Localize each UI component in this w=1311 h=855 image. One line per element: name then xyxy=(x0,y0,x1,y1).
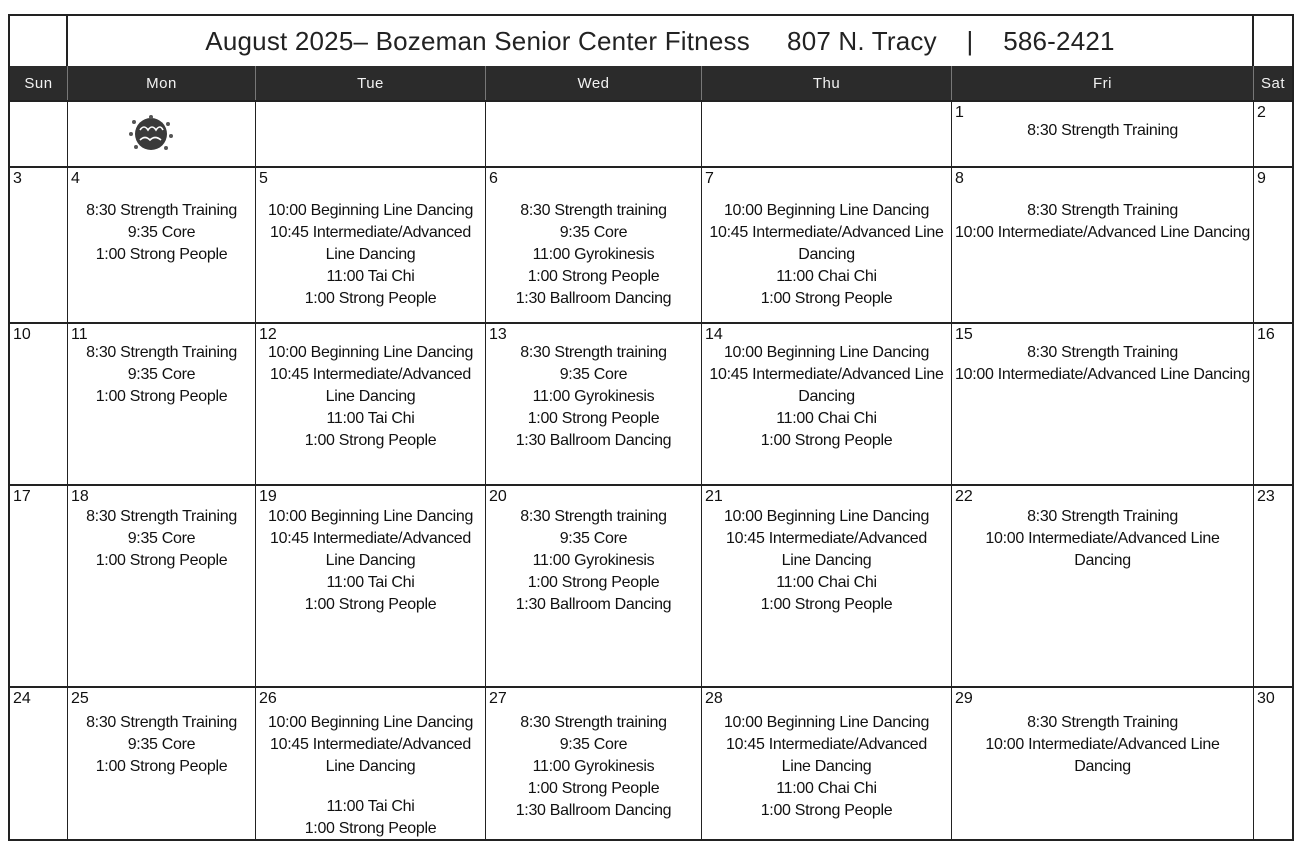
page-title xyxy=(70,16,1250,66)
day-number: 7 xyxy=(705,170,714,187)
day-number: 25 xyxy=(71,690,89,707)
event-item: 11:00 Tai Chi xyxy=(326,268,415,285)
event-item: 10:00 Beginning Line Dancing xyxy=(723,202,930,219)
day-cell xyxy=(702,486,952,686)
event-list xyxy=(70,342,253,408)
event-item: 8:30 Strength Training xyxy=(1027,714,1178,731)
day-cell xyxy=(486,486,702,686)
day-number: 29 xyxy=(955,690,973,707)
weekday-header-row xyxy=(10,66,1292,100)
title-row xyxy=(10,16,1292,66)
event-item: 10:00 Beginning Line Dancing xyxy=(723,508,930,525)
day-cell xyxy=(10,324,68,484)
day-number: 14 xyxy=(705,326,723,343)
event-item: 1:00 Strong People xyxy=(95,246,228,263)
event-item: 1:30 Ballroom Dancing xyxy=(515,432,672,449)
event-item: 11:00 Tai Chi xyxy=(326,410,415,427)
event-item: 1:00 Strong People xyxy=(304,432,437,449)
hello-august-logo xyxy=(128,114,174,154)
event-list xyxy=(258,712,483,840)
day-number: 11 xyxy=(71,326,88,343)
day-number: 20 xyxy=(489,488,507,505)
day-number: 2 xyxy=(1257,104,1266,121)
event-item: 10:00 Beginning Line Dancing xyxy=(723,714,930,731)
weekday-header-sat: Sat xyxy=(1260,74,1285,92)
day-number: 19 xyxy=(259,488,277,505)
day-cell xyxy=(1254,486,1292,686)
event-item: 1:00 Strong People xyxy=(304,820,437,837)
day-cell xyxy=(952,102,1254,166)
day-number: 24 xyxy=(13,690,31,707)
event-list xyxy=(258,342,483,452)
day-cell xyxy=(702,688,952,841)
day-cell xyxy=(702,102,952,166)
event-item: 11:00 Chai Chi xyxy=(776,410,877,427)
calendar-week-row xyxy=(10,686,1292,841)
event-item: 1:00 Strong People xyxy=(760,432,893,449)
calendar-week-row xyxy=(10,484,1292,686)
event-list xyxy=(704,342,949,452)
event-item: Dancing xyxy=(798,388,855,405)
weekday-header-thu: Thu xyxy=(702,66,952,100)
calendar-week-row xyxy=(10,100,1292,166)
event-item: 1:00 Strong People xyxy=(760,290,893,307)
event-item: 9:35 Core xyxy=(127,366,196,383)
event-item: 1:00 Strong People xyxy=(527,780,660,797)
weekday-header-sun: Sun xyxy=(10,66,68,100)
event-list xyxy=(704,200,949,310)
title-separator: | xyxy=(966,25,974,56)
event-item: 9:35 Core xyxy=(127,224,196,241)
event-item: 10:45 Intermediate/Advanced xyxy=(270,736,471,753)
event-item: 11:00 Chai Chi xyxy=(776,574,877,591)
event-list xyxy=(70,506,253,572)
event-item: Line Dancing xyxy=(781,552,872,569)
event-item: 1:00 Strong People xyxy=(95,388,228,405)
event-item: 9:35 Core xyxy=(559,366,628,383)
day-cell xyxy=(256,688,486,841)
event-item: 8:30 Strength Training xyxy=(86,714,237,731)
event-item: 8:30 Strength Training xyxy=(86,508,237,525)
event-list xyxy=(70,712,253,778)
event-item: 10:00 Intermediate/Advanced Line xyxy=(985,530,1220,547)
event-item: 8:30 Strength Training xyxy=(86,344,237,361)
title-main: August 2025– Bozeman Senior Center Fitness xyxy=(205,25,750,56)
day-number: 5 xyxy=(259,170,268,187)
event-item: 10:00 Intermediate/Advanced Line xyxy=(985,736,1220,753)
event-item: 9:35 Core xyxy=(127,530,196,547)
day-cell xyxy=(1254,324,1292,484)
weekday-header-wed: Wed xyxy=(486,66,702,100)
day-cell xyxy=(1254,102,1292,166)
day-number: 16 xyxy=(1257,326,1275,343)
calendar xyxy=(8,14,1294,841)
event-list xyxy=(488,506,699,616)
day-cell xyxy=(952,486,1254,686)
event-item: 9:35 Core xyxy=(127,736,196,753)
weekday-header-mon: Mon xyxy=(68,66,256,100)
event-item: 8:30 Strength training xyxy=(520,344,667,361)
event-item: 11:00 Gyrokinesis xyxy=(532,246,655,263)
title-phone: 586-2421 xyxy=(1003,25,1115,56)
day-cell xyxy=(68,688,256,841)
event-list xyxy=(488,712,699,822)
event-item: 11:00 Tai Chi xyxy=(326,574,415,591)
event-item: 10:00 Intermediate/Advanced Line Dancing xyxy=(955,224,1250,241)
event-item: Dancing xyxy=(1074,552,1131,569)
day-number: 12 xyxy=(259,326,277,343)
event-list xyxy=(954,120,1251,142)
day-number: 21 xyxy=(705,488,723,505)
day-number: 15 xyxy=(955,326,973,343)
event-item: 1:00 Strong People xyxy=(95,758,228,775)
weekday-header-fri: Fri xyxy=(952,66,1254,100)
day-number: 6 xyxy=(489,170,498,187)
day-cell xyxy=(1254,688,1292,841)
event-list xyxy=(488,342,699,452)
day-cell xyxy=(486,168,702,322)
calendar-week-row xyxy=(10,166,1292,322)
day-number: 4 xyxy=(71,170,80,187)
event-item: Line Dancing xyxy=(781,758,872,775)
event-item: 11:00 Gyrokinesis xyxy=(532,758,655,775)
event-item: 9:35 Core xyxy=(559,530,628,547)
event-list xyxy=(954,712,1251,778)
day-cell xyxy=(256,324,486,484)
event-item: 11:00 Chai Chi xyxy=(776,780,877,797)
event-item: 1:00 Strong People xyxy=(527,268,660,285)
event-list xyxy=(258,200,483,310)
event-list xyxy=(488,200,699,310)
event-item: 1:00 Strong People xyxy=(527,410,660,427)
event-item: 1:00 Strong People xyxy=(304,596,437,613)
day-number: 9 xyxy=(1257,170,1266,187)
event-item: 10:00 Beginning Line Dancing xyxy=(267,202,474,219)
day-number: 26 xyxy=(259,690,277,707)
day-number: 27 xyxy=(489,690,507,707)
title-blank-left xyxy=(10,16,68,66)
event-item: 1:00 Strong People xyxy=(527,574,660,591)
event-item: Line Dancing xyxy=(325,246,416,263)
event-item: 8:30 Strength Training xyxy=(1027,122,1178,139)
event-item: 9:35 Core xyxy=(559,224,628,241)
event-item: 11:00 Chai Chi xyxy=(776,268,877,285)
day-number: 1 xyxy=(955,104,964,121)
day-cell xyxy=(68,486,256,686)
event-item: 1:30 Ballroom Dancing xyxy=(515,802,672,819)
day-cell xyxy=(952,324,1254,484)
event-list xyxy=(258,506,483,616)
event-list xyxy=(70,200,253,266)
event-item: 8:30 Strength training xyxy=(520,508,667,525)
day-number: 8 xyxy=(955,170,964,187)
event-list xyxy=(954,200,1251,244)
event-item: 1:00 Strong People xyxy=(304,290,437,307)
day-cell xyxy=(486,688,702,841)
event-item: 10:45 Intermediate/Advanced Line xyxy=(709,366,944,383)
event-item: 10:45 Intermediate/Advanced xyxy=(270,366,471,383)
day-cell xyxy=(702,324,952,484)
day-cell xyxy=(702,168,952,322)
day-number: 22 xyxy=(955,488,973,505)
event-item: Line Dancing xyxy=(325,552,416,569)
day-cell xyxy=(1254,168,1292,322)
calendar-week-row xyxy=(10,322,1292,484)
event-item: 10:45 Intermediate/Advanced xyxy=(726,736,927,753)
event-item: 11:00 Tai Chi xyxy=(326,798,415,815)
event-list xyxy=(954,342,1251,386)
event-item: Line Dancing xyxy=(325,388,416,405)
day-number: 28 xyxy=(705,690,723,707)
title-blank-right xyxy=(1252,16,1292,66)
day-cell xyxy=(10,688,68,841)
day-number: 10 xyxy=(13,326,31,343)
day-cell xyxy=(256,102,486,166)
event-item: Dancing xyxy=(1074,758,1131,775)
event-item: 1:00 Strong People xyxy=(760,802,893,819)
day-cell xyxy=(68,324,256,484)
day-number: 3 xyxy=(13,170,22,187)
day-cell xyxy=(68,102,256,166)
day-cell xyxy=(10,102,68,166)
day-cell xyxy=(68,168,256,322)
day-number: 13 xyxy=(489,326,507,343)
event-item: 8:30 Strength training xyxy=(520,202,667,219)
event-item: 10:45 Intermediate/Advanced xyxy=(270,530,471,547)
day-cell xyxy=(10,486,68,686)
event-item: 9:35 Core xyxy=(559,736,628,753)
day-cell xyxy=(10,168,68,322)
event-item: 1:30 Ballroom Dancing xyxy=(515,596,672,613)
day-cell xyxy=(486,102,702,166)
event-item: Dancing xyxy=(798,246,855,263)
day-number: 23 xyxy=(1257,488,1275,505)
event-item: 1:00 Strong People xyxy=(760,596,893,613)
day-number: 30 xyxy=(1257,690,1275,707)
weekday-header-tue: Tue xyxy=(256,66,486,100)
event-list xyxy=(954,506,1251,572)
day-cell xyxy=(486,324,702,484)
event-item: 8:30 Strength Training xyxy=(1027,202,1178,219)
event-item: 10:45 Intermediate/Advanced xyxy=(726,530,927,547)
day-cell xyxy=(952,688,1254,841)
event-item: 10:00 Beginning Line Dancing xyxy=(267,714,474,731)
event-item: 8:30 Strength Training xyxy=(86,202,237,219)
title-address: 807 N. Tracy xyxy=(787,25,937,56)
event-item: 8:30 Strength Training xyxy=(1027,508,1178,525)
event-list xyxy=(704,712,949,822)
event-item: 1:30 Ballroom Dancing xyxy=(515,290,672,307)
day-number: 18 xyxy=(71,488,89,505)
event-item: 10:00 Intermediate/Advanced Line Dancing xyxy=(955,366,1250,383)
event-item: 8:30 Strength training xyxy=(520,714,667,731)
event-item: 10:45 Intermediate/Advanced xyxy=(270,224,471,241)
day-number: 17 xyxy=(13,488,31,505)
event-item: 10:00 Beginning Line Dancing xyxy=(267,508,474,525)
day-cell xyxy=(256,486,486,686)
event-item: 10:00 Beginning Line Dancing xyxy=(723,344,930,361)
event-item: 8:30 Strength Training xyxy=(1027,344,1178,361)
event-list xyxy=(704,506,949,616)
event-item: 11:00 Gyrokinesis xyxy=(532,552,655,569)
day-cell xyxy=(256,168,486,322)
day-cell xyxy=(952,168,1254,322)
event-item: 10:00 Beginning Line Dancing xyxy=(267,344,474,361)
event-item: 10:45 Intermediate/Advanced Line xyxy=(709,224,944,241)
event-item: 11:00 Gyrokinesis xyxy=(532,388,655,405)
event-item: 1:00 Strong People xyxy=(95,552,228,569)
event-item: Line Dancing xyxy=(325,758,416,775)
